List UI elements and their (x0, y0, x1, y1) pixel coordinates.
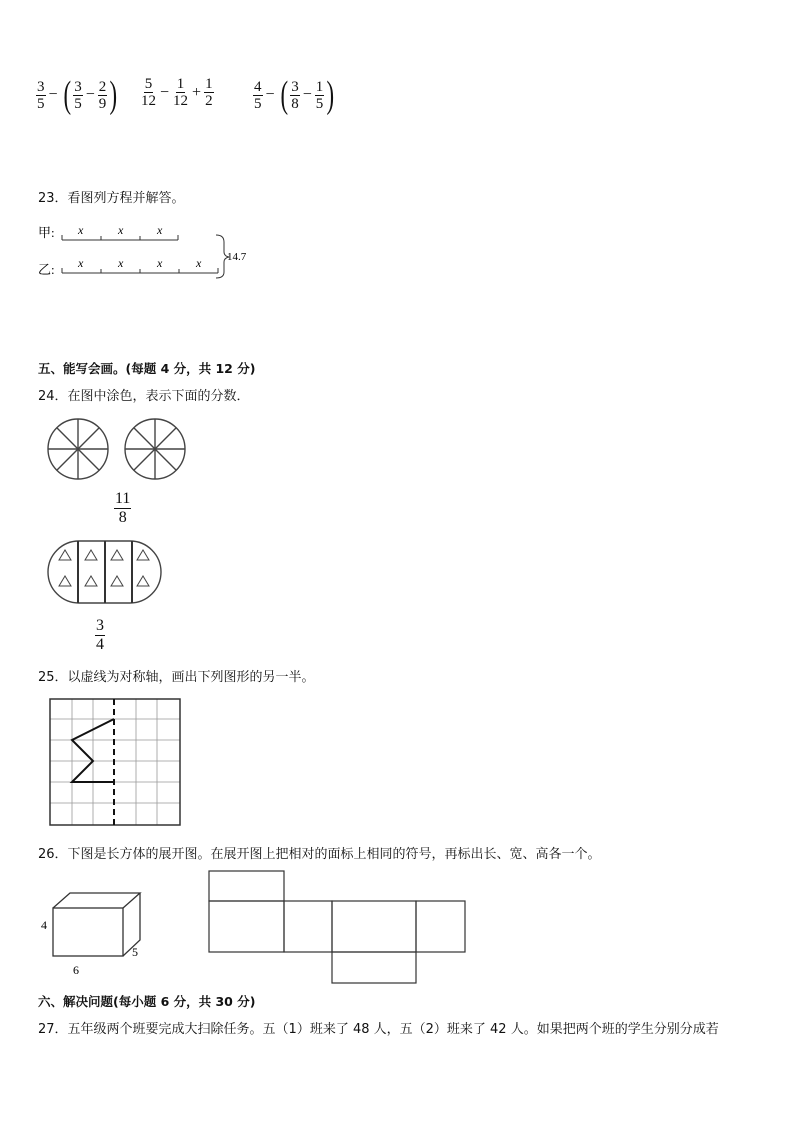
svg-text:x: x (118, 256, 124, 270)
question-27-text: 27．五年级两个班要完成大扫除任务。五（1）班来了 48 人，五（2）班来了 42 人。如果把两个班的学生分别分成若 (38, 1022, 719, 1037)
svg-text:x: x (78, 223, 84, 237)
dimension-width: 5 (132, 945, 138, 959)
svg-text:x: x (157, 223, 163, 237)
question-24-text: 24．在图中涂色，表示下面的分数． (38, 389, 250, 404)
question-26-text: 26．下图是长方体的展开图。在展开图上把相对的面标上相同的符号，再标出长、宽、高各一个。 (38, 847, 601, 862)
svg-text:x: x (196, 256, 202, 270)
triangles-oval-diagram (45, 537, 165, 609)
label-yi: 乙: (38, 262, 55, 277)
fraction-11-8: $\frac{11}{8}$ (115, 490, 131, 526)
line-segment-diagram (38, 220, 278, 280)
dimension-height: 4 (41, 918, 47, 932)
expression-3: $\frac{4}{5}$ − ( $\frac{3}{8}$ − $\frac{1}{5}$ ) (254, 74, 335, 116)
expression-2: $\frac{5}{12}$ − $\frac{1}{12}$ + $\frac{1}{2}$ (141, 76, 213, 109)
question-23-text: 23．看图列方程并解答。 (38, 191, 185, 206)
section-5-title: 五、能写会画。(每题 4 分，共 12 分) (38, 361, 256, 376)
section-6-title: 六、解决问题(每小题 6 分，共 30 分) (38, 994, 256, 1009)
fraction-3-4: $\frac{3}{4}$ (96, 617, 104, 653)
svg-text:x: x (78, 256, 84, 270)
total-label: 14.7 (227, 251, 247, 263)
label-jia: 甲: (38, 225, 55, 240)
expression-1: $\frac{3}{5}$ − ( $\frac{3}{5}$ − $\frac{2}{9}$ ) (37, 74, 118, 116)
symmetry-grid (48, 697, 183, 829)
svg-text:x: x (157, 256, 163, 270)
circles-diagram (40, 412, 200, 487)
question-25-text: 25．以虚线为对称轴，画出下列图形的另一半。 (38, 670, 315, 685)
cuboid-net-diagram (205, 868, 470, 988)
dimension-length: 6 (73, 963, 79, 976)
cuboid-diagram (38, 888, 148, 976)
svg-text:x: x (118, 223, 124, 237)
